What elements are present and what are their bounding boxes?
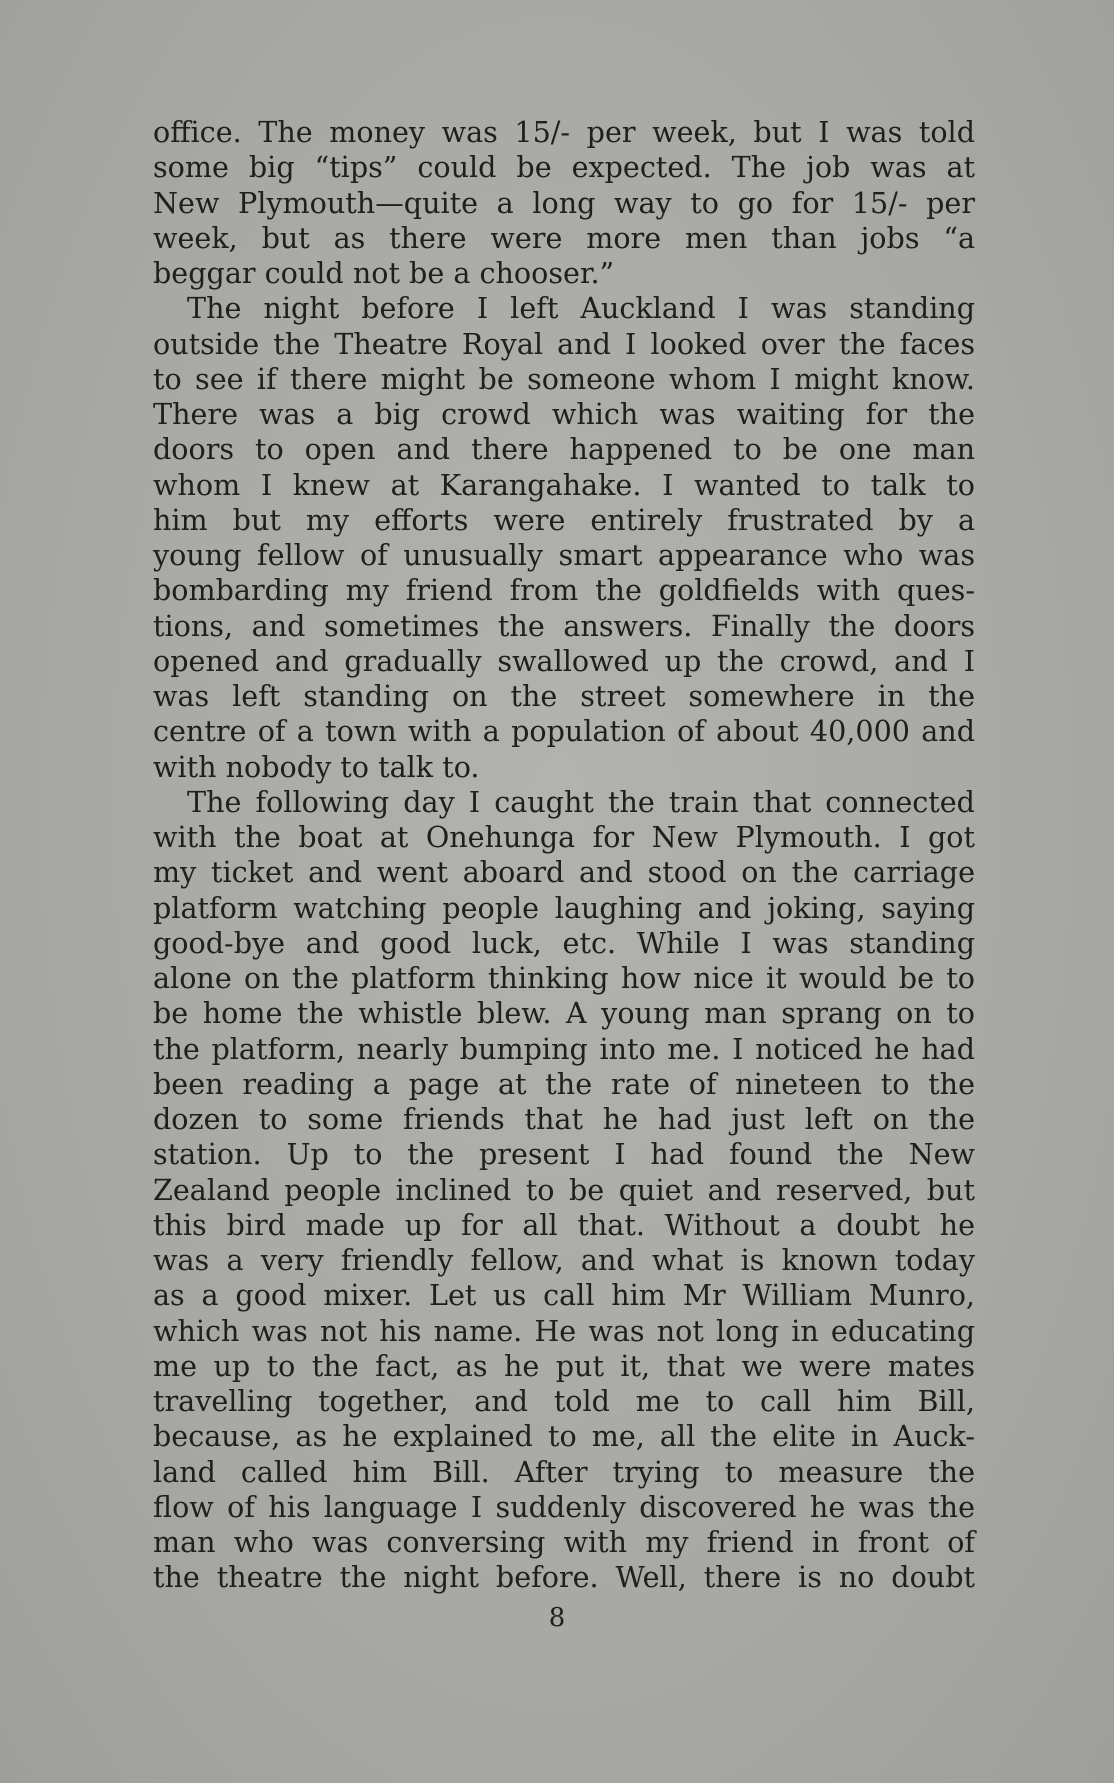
text-line: as a good mixer. Let us call him Mr William Munro, xyxy=(153,1278,975,1313)
text-line: because, as he explained to me, all the elite in Auck- xyxy=(153,1419,975,1454)
text-line: young fellow of unusually smart appearance who was xyxy=(153,538,975,572)
text-line: good-bye and good luck, etc. While I was standing xyxy=(153,925,975,960)
text-line: him but my efforts were entirely frustrated by a xyxy=(153,502,975,537)
text-line: me up to the fact, as he put it, that we were mates xyxy=(153,1348,975,1383)
text-line: bombarding my friend from the goldfields with ques- xyxy=(153,573,975,608)
page-number: 8 xyxy=(548,1603,566,1633)
text-line: doors to open and there happened to be one man xyxy=(153,432,975,467)
text-line: whom I knew at Karangahake. I wanted to talk to xyxy=(153,467,975,502)
text-line: was left standing on the street somewhere in the xyxy=(153,679,975,713)
text-line: be home the whistle blew. A young man sprang on to xyxy=(153,996,975,1031)
text-line: to see if there might be someone whom I might know. xyxy=(153,361,975,396)
text-line: week, but as there were more men than jobs “a xyxy=(153,220,975,255)
text-line: opened and gradually swallowed up the crowd, and I xyxy=(153,643,975,678)
text-line: New Plymouth—quite a long way to go for 15/- per xyxy=(153,185,975,220)
text-line: office. The money was 15/- per week, but I was told xyxy=(153,115,975,149)
text-line: this bird made up for all that. Without a doubt he xyxy=(153,1207,975,1242)
text-line: the platform, nearly bumping into me. I noticed he had xyxy=(153,1031,975,1066)
text-line: land called him Bill. After trying to measure the xyxy=(153,1454,975,1489)
text-line: travelling together, and told me to call him Bill, xyxy=(153,1384,975,1418)
paragraph xyxy=(153,115,975,291)
text-line: station. Up to the present I had found the New xyxy=(153,1137,975,1172)
text-line: my ticket and went aboard and stood on the carriage xyxy=(153,855,975,890)
text-line: with nobody to talk to. xyxy=(153,749,480,784)
text-line: the theatre the night before. Well, there is no doubt xyxy=(153,1560,975,1595)
text-line: flow of his language I suddenly discovered he was the xyxy=(153,1489,975,1524)
text-line: alone on the platform thinking how nice it would be to xyxy=(153,961,975,995)
text-line: The following day I caught the train that connected xyxy=(187,784,975,819)
paragraph xyxy=(153,291,975,785)
text-line: centre of a town with a population of about 40,000 and xyxy=(153,714,975,749)
text-line: platform watching people laughing and joking, saying xyxy=(153,890,975,925)
paragraph xyxy=(153,785,975,1596)
text-line: been reading a page at the rate of nineteen to the xyxy=(153,1066,975,1101)
text-line: man who was conversing with my friend in front of xyxy=(153,1525,975,1559)
text-line: beggar could not be a chooser.” xyxy=(153,256,615,290)
text-line: The night before I left Auckland I was standing xyxy=(187,291,975,326)
text-line: dozen to some friends that he had just left on the xyxy=(153,1102,975,1136)
body-text xyxy=(153,115,975,1596)
text-line: There was a big crowd which was waiting for the xyxy=(153,397,975,431)
text-line: outside the Theatre Royal and I looked over the faces xyxy=(153,326,975,361)
text-line: tions, and sometimes the answers. Finally the doors xyxy=(153,608,975,643)
text-line: was a very friendly fellow, and what is known today xyxy=(153,1243,975,1277)
text-line: with the boat at Onehunga for New Plymouth. I got xyxy=(153,820,975,854)
text-line: some big “tips” could be expected. The job was at xyxy=(153,150,975,185)
text-line: which was not his name. He was not long in educating xyxy=(153,1313,975,1348)
text-line: Zealand people inclined to be quiet and reserved, but xyxy=(153,1172,975,1207)
